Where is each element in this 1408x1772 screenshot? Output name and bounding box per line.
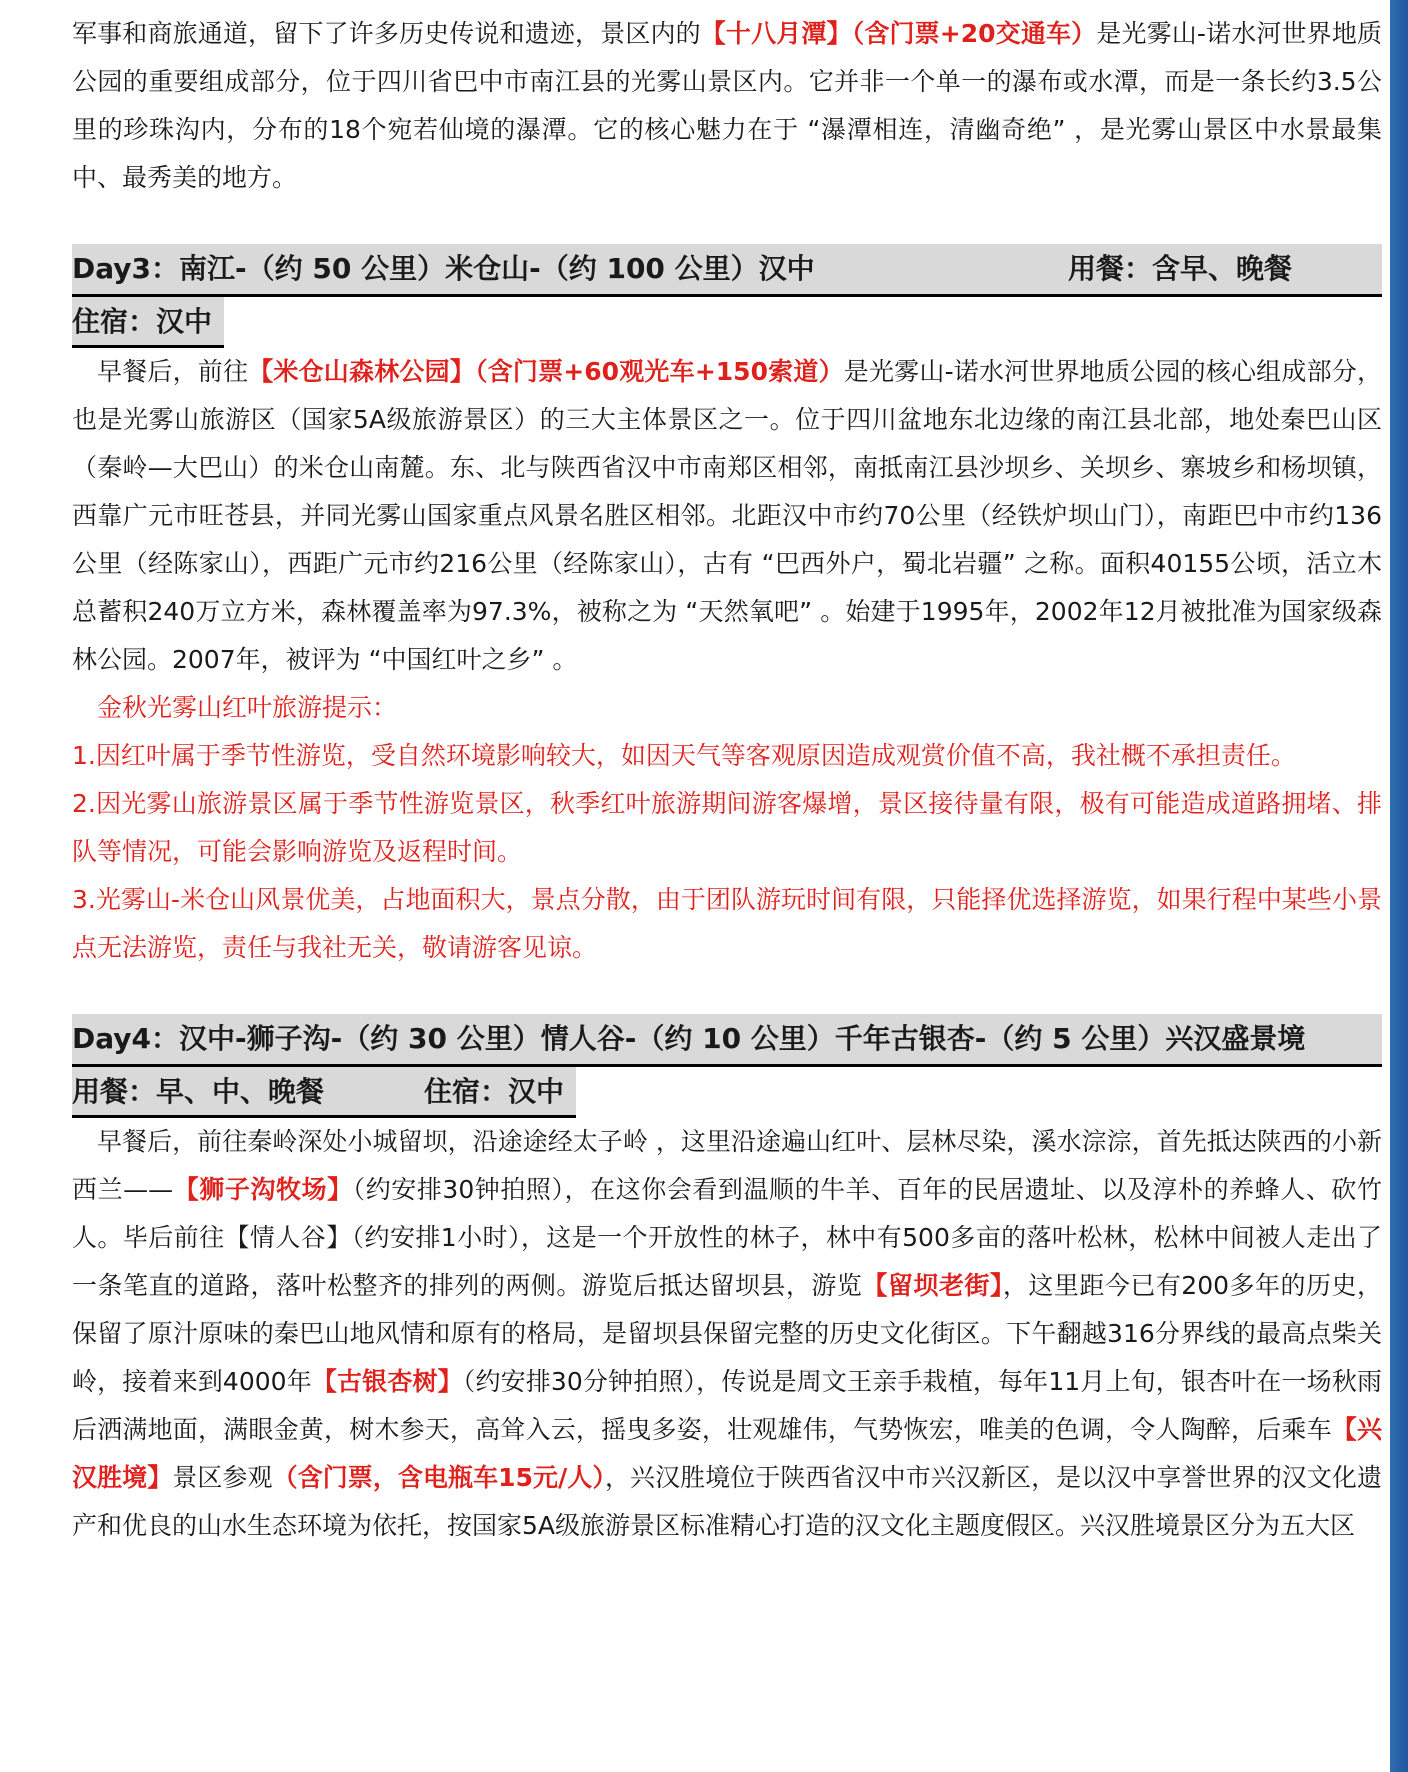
day3-paragraph xyxy=(72,348,1382,684)
day3-lodging-bar xyxy=(72,297,224,348)
day4-title: Day4：汉中-狮子沟-（约 30 公里）情人谷-（约 10 公里）千年古银杏-（约 5 公里）兴汉盛景境 xyxy=(72,1022,1306,1055)
highlight-micangshan: 【米仓山森林公园】（含门票+60观光车+150索道） xyxy=(248,357,844,386)
day3-title: Day3：南江-（约 50 公里）米仓山-（约 100 公里）汉中 xyxy=(72,252,815,285)
page-edge-bar xyxy=(1390,0,1408,1772)
day3-header xyxy=(72,244,1382,297)
highlight-eighteen-pools: 【十八月潭】（含门票+20交通车） xyxy=(700,19,1097,48)
day4-lodging: 住宿：汉中 xyxy=(424,1075,565,1108)
day4-text-6: ，兴汉胜境位于陕西省汉中市兴汉新区，是以汉中享誉世界的汉文化遗产和优良的山水生态环境为依托，按国家5A级旅游景区标准精心打造的汉文化主题度假区。兴汉胜境景区分为五大区 xyxy=(72,1463,1382,1540)
day3-text-1: 早餐后，前往 xyxy=(97,357,249,386)
highlight-ginkgo: 【古银杏树】 xyxy=(311,1367,463,1396)
tip-item-2: 2.因光雾山旅游景区属于季节性游览景区，秋季红叶旅游期间游客爆增，景区接待量有限，极有可能造成道路拥堵、排队等情况，可能会影响游览及返程时间。 xyxy=(72,789,1382,866)
intro-paragraph xyxy=(72,10,1382,202)
day4-text-2: （约安排30钟拍照），在这你会看到温顺的牛羊、百年的民居遗址、以及淳朴的养蜂人、砍竹人。毕后前往【情人谷】（约安排1小时），这是一个开放性的林子，林中有500多亩的落叶松林，松林中间被人走出了一条笔直的道路，落叶松整齐的排列的两侧。游览后抵达留坝县，游览 xyxy=(72,1175,1382,1300)
highlight-xinghan: 【兴汉胜境】 xyxy=(72,1415,1382,1492)
day4-meal: 用餐：早、中、晚餐 xyxy=(72,1075,325,1108)
intro-text-2: 是光雾山-诺水河世界地质公园的重要组成部分，位于四川省巴中市南江县的光雾山景区内。它并非一个单一的瀑布或水潭，而是一条长约3.5公里的珍珠沟内，分布的18个宛若仙境的瀑潭。它的核心魅力在于 “瀑潭相连，清幽奇绝” ，是光雾山景区中水景最集中、最秀美的地方。 xyxy=(72,19,1382,192)
highlight-ticket-info: （含门票，含电瓶车15元/人） xyxy=(272,1463,605,1492)
day4-text-3: ，这里距今已有200多年的历史，保留了原汁原味的秦巴山地风情和原有的格局，是留坝县保留完整的历史文化街区。下午翻越316分界线的最高点柴关岭，接着来到4000年 xyxy=(72,1271,1382,1396)
day3-text-2: 是光雾山-诺水河世界地质公园的核心组成部分，也是光雾山旅游区（国家5A级旅游景区）的三大主体景区之一。位于四川盆地东北边缘的南江县北部，地处秦巴山区（秦岭—大巴山）的米仓山南麓。东、北与陕西省汉中市南郑区相邻，南抵南江县沙坝乡、关坝乡、寨坡乡和杨坝镇，西靠广元市旺苍县，并同光雾山国家重点风景名胜区相邻。北距汉中市约70公里（经铁炉坝山门），南距巴中市约136公里（经陈家山），西距广元市约216公里（经陈家山），古有 “巴西外户，蜀北岩疆” 之称。面积40155公顷，活立木总蓄积240万立方米，森林覆盖率为97.3%，被称之为 “天然氧吧” 。始建于1995年，2002年12月被批准为国家级森林公园。2007年，被评为 “中国红叶之乡” 。 xyxy=(72,357,1382,674)
day3-meal: 用餐：含早、晚餐 xyxy=(1068,252,1293,285)
day3-lodging: 住宿：汉中 xyxy=(72,305,213,338)
highlight-liuba-street: 【留坝老街】 xyxy=(862,1271,1003,1300)
document-page xyxy=(72,10,1382,1550)
day4-text-5: 景区参观 xyxy=(172,1463,273,1492)
day4-paragraph xyxy=(72,1118,1382,1550)
intro-text-1: 军事和商旅通道，留下了许多历史传说和遗迹，景区内的 xyxy=(72,19,701,48)
highlight-shizigou: 【狮子沟牧场】 xyxy=(173,1175,353,1204)
tip-item-1: 1.因红叶属于季节性游览，受自然环境影响较大，如因天气等客观原因造成观赏价值不高，我社概不承担责任。 xyxy=(72,741,1296,770)
tip-item-3: 3.光雾山-米仓山风景优美，占地面积大，景点分散，由于团队游玩时间有限，只能择优选择游览，如果行程中某些小景点无法游览，责任与我社无关，敬请游客见谅。 xyxy=(72,885,1382,962)
day4-meal-lodging-bar xyxy=(72,1067,576,1118)
tips-title: 金秋光雾山红叶旅游提示： xyxy=(97,693,398,722)
day4-header xyxy=(72,1014,1382,1067)
day4-text-1: 早餐后，前往秦岭深处小城留坝，沿途途经太子岭 ，这里沿途遍山红叶、层林尽染，溪水淙淙，首先抵达陕西的小新西兰—— xyxy=(72,1127,1382,1204)
day4-text-4: （约安排30分钟拍照），传说是周文王亲手栽植，每年11月上旬，银杏叶在一场秋雨后洒满地面，满眼金黄，树木参天，高耸入云，摇曳多姿，壮观雄伟，气势恢宏，唯美的色调，令人陶醉，后乘车 xyxy=(72,1367,1382,1444)
